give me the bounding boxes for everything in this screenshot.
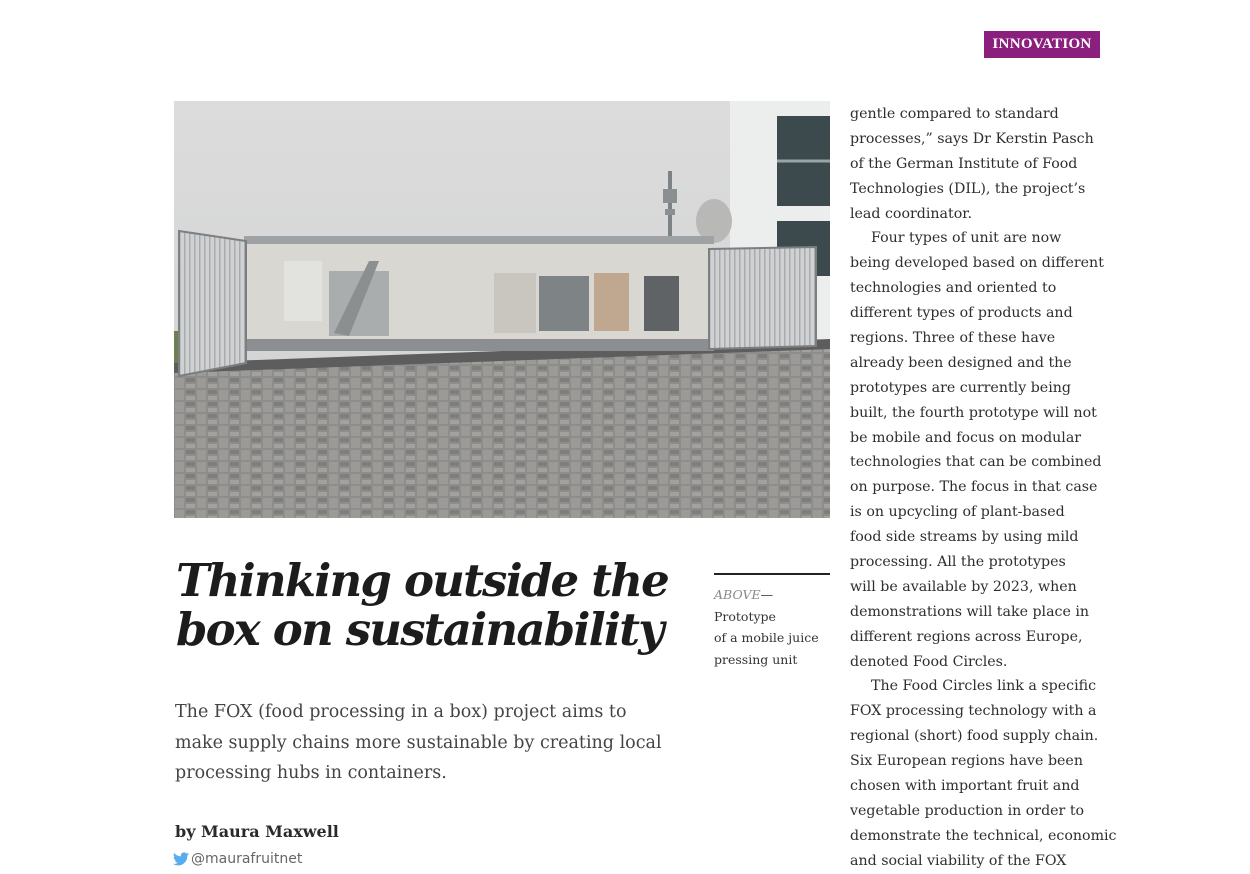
body-line: FOX processing technology with a xyxy=(850,703,1097,720)
body-line: Six European regions have been xyxy=(850,753,1083,770)
body-line: be mobile and focus on modular xyxy=(850,429,1082,446)
section-tag: INNOVATION xyxy=(984,31,1100,58)
container-photo-illustration xyxy=(174,101,830,518)
body-line: already been designed and the xyxy=(850,354,1072,371)
body-line: different regions across Europe, xyxy=(850,628,1083,645)
body-line: vegetable production in order to xyxy=(850,802,1085,819)
caption-text: Prototype xyxy=(714,608,776,624)
body-line: technologies and oriented to xyxy=(850,280,1057,297)
body-line: of the German Institute of Food xyxy=(850,155,1078,172)
twitter-handle: @maurafruitnet xyxy=(191,851,303,867)
twitter-bird-icon xyxy=(173,852,189,866)
body-line: lead coordinator. xyxy=(850,205,972,222)
body-line: demonstrations will take place in xyxy=(850,603,1090,620)
body-line: regional (short) food supply chain. xyxy=(850,728,1099,745)
body-line: demonstrate the technical, economic xyxy=(850,827,1117,844)
standfirst-line: The FOX (food processing in a box) project aims to xyxy=(175,702,627,722)
body-line: different types of products and xyxy=(850,305,1073,322)
body-line: regions. Three of these have xyxy=(850,330,1056,347)
standfirst-line: make supply chains more sustainable by creating local xyxy=(175,732,662,753)
photo-caption xyxy=(714,584,834,670)
caption-text: of a mobile juice xyxy=(714,630,819,645)
caption-text: pressing unit xyxy=(714,651,798,667)
standfirst-line: processing hubs in containers. xyxy=(175,763,447,783)
body-line: The Food Circles link a specific xyxy=(871,678,1097,695)
standfirst xyxy=(175,697,675,789)
body-line: chosen with important fruit and xyxy=(850,778,1080,795)
headline-line: Thinking outside the xyxy=(176,554,668,607)
twitter-handle-link[interactable] xyxy=(173,851,302,867)
caption-label: ABOVE xyxy=(714,587,761,602)
body-line: gentle compared to standard xyxy=(850,106,1059,122)
body-line: is on upcycling of plant-based xyxy=(850,504,1065,521)
headline-line: box on sustainability xyxy=(176,603,663,656)
body-line: Four types of unit are now xyxy=(871,230,1062,247)
body-line: denoted Food Circles. xyxy=(850,653,1008,670)
body-line: built, the fourth prototype will not xyxy=(850,404,1097,421)
author-byline: by Maura Maxwell xyxy=(175,822,339,841)
body-line: prototypes are currently being xyxy=(850,379,1071,396)
body-line: will be available by 2023, when xyxy=(850,578,1077,595)
body-text-column xyxy=(850,102,1117,874)
body-line: processing. All the prototypes xyxy=(850,554,1066,571)
body-line: food side streams by using mild xyxy=(850,529,1079,546)
body-line: and social viability of the FOX xyxy=(850,852,1067,869)
article-headline xyxy=(176,556,696,654)
body-line: Technologies (DIL), the project’s xyxy=(850,180,1086,197)
body-line: on purpose. The focus in that case xyxy=(850,479,1098,496)
body-line: processes,” says Dr Kerstin Pasch xyxy=(850,130,1094,147)
caption-separator: — xyxy=(760,587,774,602)
body-line: being developed based on different xyxy=(850,255,1104,272)
article-photo xyxy=(174,101,830,518)
body-line: technologies that can be combined xyxy=(850,454,1102,471)
caption-rule xyxy=(714,573,830,575)
